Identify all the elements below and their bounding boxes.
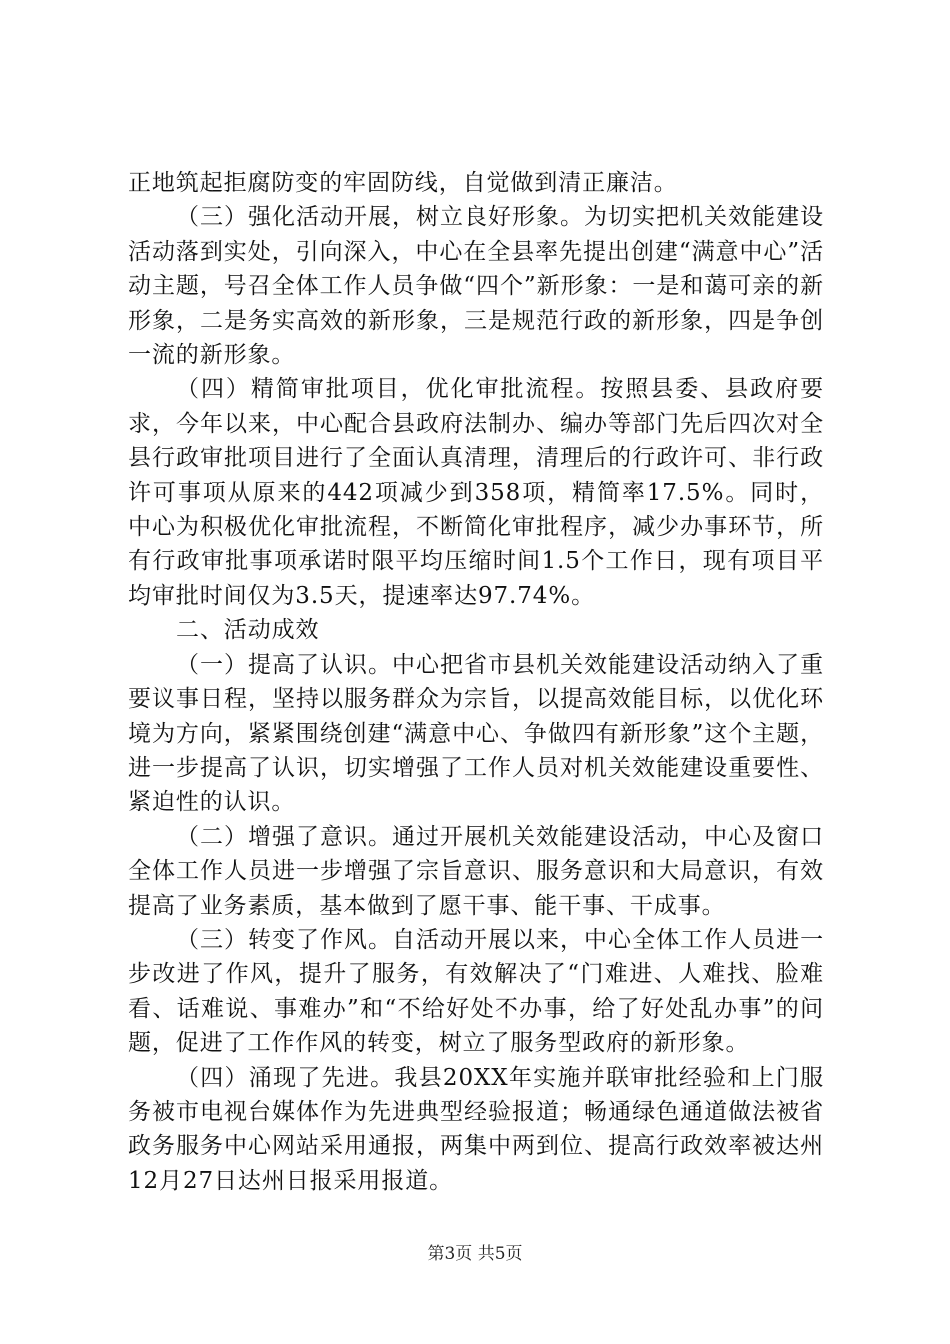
section-heading-results: 二、活动成效 xyxy=(176,617,320,644)
paragraph-enhanced-consciousness: （二）增强了意识。通过开展机关效能建设活动，中心及窗口全体工作人员进一步增强了宗旨意识、服务意识和大局意识，有效提高了业务素质，基本做到了愿干事、能干事、干成事。 xyxy=(128,823,824,919)
paragraph-raised-awareness: （一）提高了认识。中心把省市县机关效能建设活动纳入了重要议事日程，坚持以服务群众为宗旨，以提高效能目标，以优化环境为方向，紧紧围绕创建“满意中心、争做四有新形象”这个主题，进一步提高了认识，切实增强了工作人员对机关效能建设重要性、紧迫性的认识。 xyxy=(128,651,824,816)
paragraph-strengthen-activities: （三）强化活动开展，树立良好形象。为切实把机关效能建设活动落到实处，引向深入，中心在全县率先提出创建“满意中心”活动主题，号召全体工作人员争做“四个”新形象：一是和蔼可亲的新形象，二是务实高效的新形象，三是规范行政的新形象，四是争创一流的新形象。 xyxy=(128,204,824,369)
paragraph-advanced-examples: （四）涌现了先进。我县20XX年实施并联审批经验和上门服务被市电视台媒体作为先进典型经验报道；畅通绿色通道做法被省政务服务中心网站采用通报，两集中两到位、提高行政效率被达州12月27日达州日报采用报道。 xyxy=(128,1064,824,1194)
document-body xyxy=(128,166,824,1198)
paragraph-continuation: 正地筑起拒腐防变的牢固防线，自觉做到清正廉洁。 xyxy=(128,170,678,196)
paragraph-changed-style: （三）转变了作风。自活动开展以来，中心全体工作人员进一步改进了作风，提升了服务，有效解决了“门难进、人难找、脸难看、话难说、事难办”和“不给好处不办事，给了好处乱办事”的问题，促进了工作作风的转变，树立了服务型政府的新形象。 xyxy=(128,926,824,1057)
page-number-footer: 第3页 共5页 xyxy=(427,1244,523,1264)
paragraph-streamline-approval: （四）精简审批项目，优化审批流程。按照县委、县政府要求，今年以来，中心配合县政府法制办、编办等部门先后四次对全县行政审批项目进行了全面认真清理，清理后的行政许可、非行政许可事项从原来的442项减少到358项，精简率17.5%。同时，中心为积极优化审批流程，不断简化审批程序，减少办事环节，所有行政审批事项承诺时限平均压缩时间1.5个工作日，现有项目平均审批时间仅为3.5天，提速率达97.74%。 xyxy=(128,376,824,609)
